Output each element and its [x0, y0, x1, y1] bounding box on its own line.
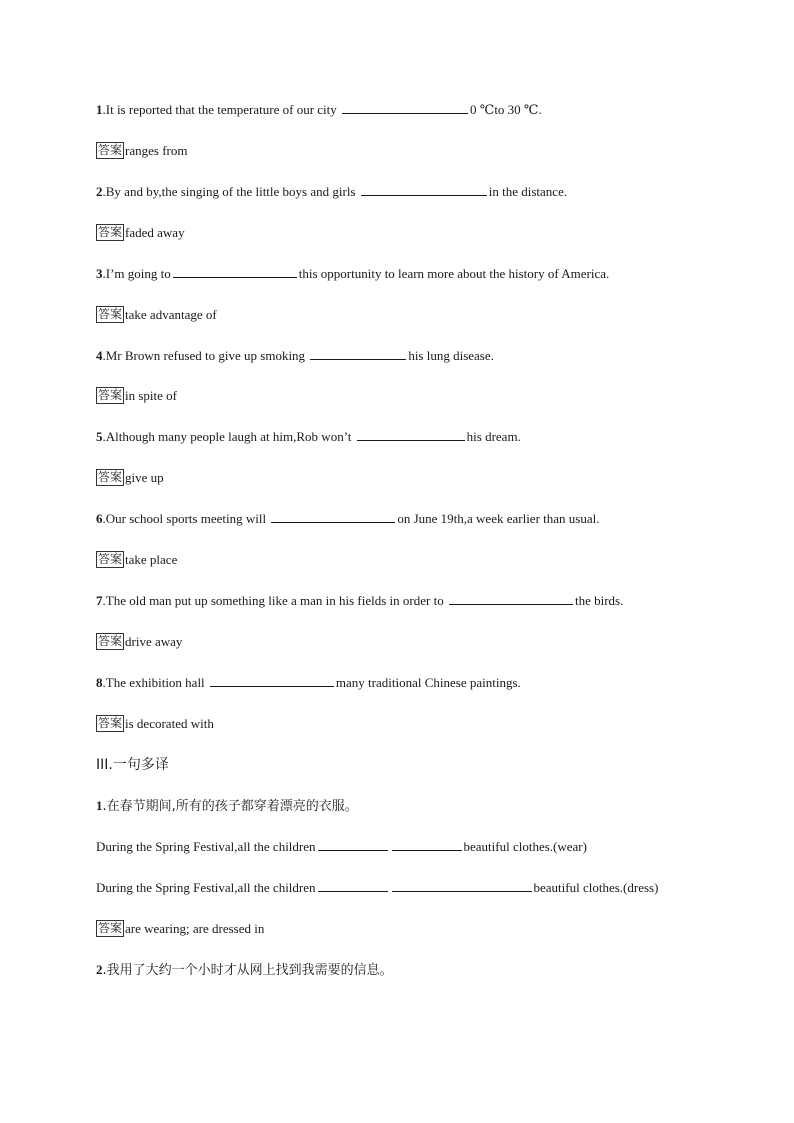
question-number: 3 [96, 266, 103, 281]
question-3 [96, 264, 734, 284]
answer-badge: 答案 [98, 634, 123, 648]
question-text: on June 19th,a week earlier than usual. [397, 511, 600, 526]
question-number: 4 [96, 348, 103, 363]
question-2 [96, 182, 734, 202]
answer-5 [96, 468, 734, 488]
question-text: .The old man put up something like a man in his fields in order to [102, 593, 447, 608]
answer-text: take advantage of [125, 307, 217, 322]
answer-blank [318, 837, 388, 851]
translation-question-1 [96, 796, 734, 816]
question-text: in the distance. [488, 184, 568, 199]
answer-text: ranges from [125, 143, 188, 158]
sentence-text: During the Spring Festival,all the children [96, 880, 316, 895]
question-text: the birds. [574, 593, 624, 608]
answer-blank [210, 673, 334, 687]
answer-6 [96, 550, 734, 570]
question-number: 2 [96, 184, 103, 199]
question-text: .By and by,the singing of the little boys and girls [102, 184, 359, 199]
translation-line-1 [96, 837, 734, 857]
question-text: .The exhibition hall [102, 675, 208, 690]
answer-text: give up [125, 470, 164, 485]
translation-question-2 [96, 960, 734, 980]
answer-blank [392, 837, 462, 851]
section-title: III.一句多译 [96, 757, 169, 773]
answer-blank [318, 878, 388, 892]
question-7 [96, 591, 734, 611]
answer-blank [392, 878, 532, 892]
answer-text: are wearing; are dressed in [125, 921, 265, 936]
question-prompt: .我用了大约一个小时才从网上找到我需要的信息。 [102, 963, 393, 978]
question-number: 6 [96, 511, 103, 526]
question-text: his lung disease. [408, 348, 494, 363]
answer-blank [449, 591, 573, 605]
question-text: 0 ℃to 30 ℃. [470, 102, 542, 117]
sentence-text: During the Spring Festival,all the children [96, 839, 316, 854]
answer-blank [310, 346, 406, 360]
answer-badge: 答案 [98, 225, 123, 239]
question-1 [96, 100, 734, 120]
answer-blank [173, 264, 297, 278]
question-text: his dream. [466, 429, 521, 444]
answer-badge: 答案 [98, 470, 123, 484]
question-prompt: .在春节期间,所有的孩子都穿着漂亮的衣服。 [102, 799, 358, 814]
translation-answer-1 [96, 919, 734, 939]
question-text: .Mr Brown refused to give up smoking [102, 348, 309, 363]
answer-blank [271, 509, 395, 523]
question-text: .Although many people laugh at him,Rob won’t [102, 429, 355, 444]
question-number: 1 [96, 102, 103, 117]
question-6 [96, 509, 734, 529]
question-number: 7 [96, 593, 103, 608]
answer-blank [357, 427, 465, 441]
answer-7 [96, 632, 734, 652]
answer-badge: 答案 [98, 921, 123, 935]
answer-badge: 答案 [98, 388, 123, 402]
question-text: .Our school sports meeting will [102, 511, 270, 526]
translation-line-2 [96, 878, 734, 898]
answer-text: faded away [125, 225, 185, 240]
sentence-text: beautiful clothes.(dress) [533, 880, 659, 895]
question-8 [96, 673, 734, 693]
answer-2 [96, 223, 734, 243]
answer-text: in spite of [125, 388, 178, 403]
question-4 [96, 346, 734, 366]
answer-text: take place [125, 552, 178, 567]
answer-badge: 答案 [98, 307, 123, 321]
question-number: 8 [96, 675, 103, 690]
question-5 [96, 427, 734, 447]
sentence-text: beautiful clothes.(wear) [463, 839, 587, 854]
answer-text: is decorated with [125, 716, 214, 731]
question-text: many traditional Chinese paintings. [335, 675, 521, 690]
answer-text: drive away [125, 634, 183, 649]
answer-blank [361, 182, 487, 196]
question-text: .I’m going to [102, 266, 171, 281]
answer-1 [96, 141, 734, 161]
question-text: .It is reported that the temperature of our city [102, 102, 341, 117]
answer-badge: 答案 [98, 143, 123, 157]
question-number: 2 [96, 962, 103, 977]
answer-4 [96, 386, 734, 406]
question-text: this opportunity to learn more about the history of America. [298, 266, 610, 281]
answer-blank [342, 100, 468, 114]
question-number: 1 [96, 798, 103, 813]
answer-badge: 答案 [98, 716, 123, 730]
question-number: 5 [96, 429, 103, 444]
answer-badge: 答案 [98, 552, 123, 566]
answer-3 [96, 305, 734, 325]
answer-8 [96, 714, 734, 734]
